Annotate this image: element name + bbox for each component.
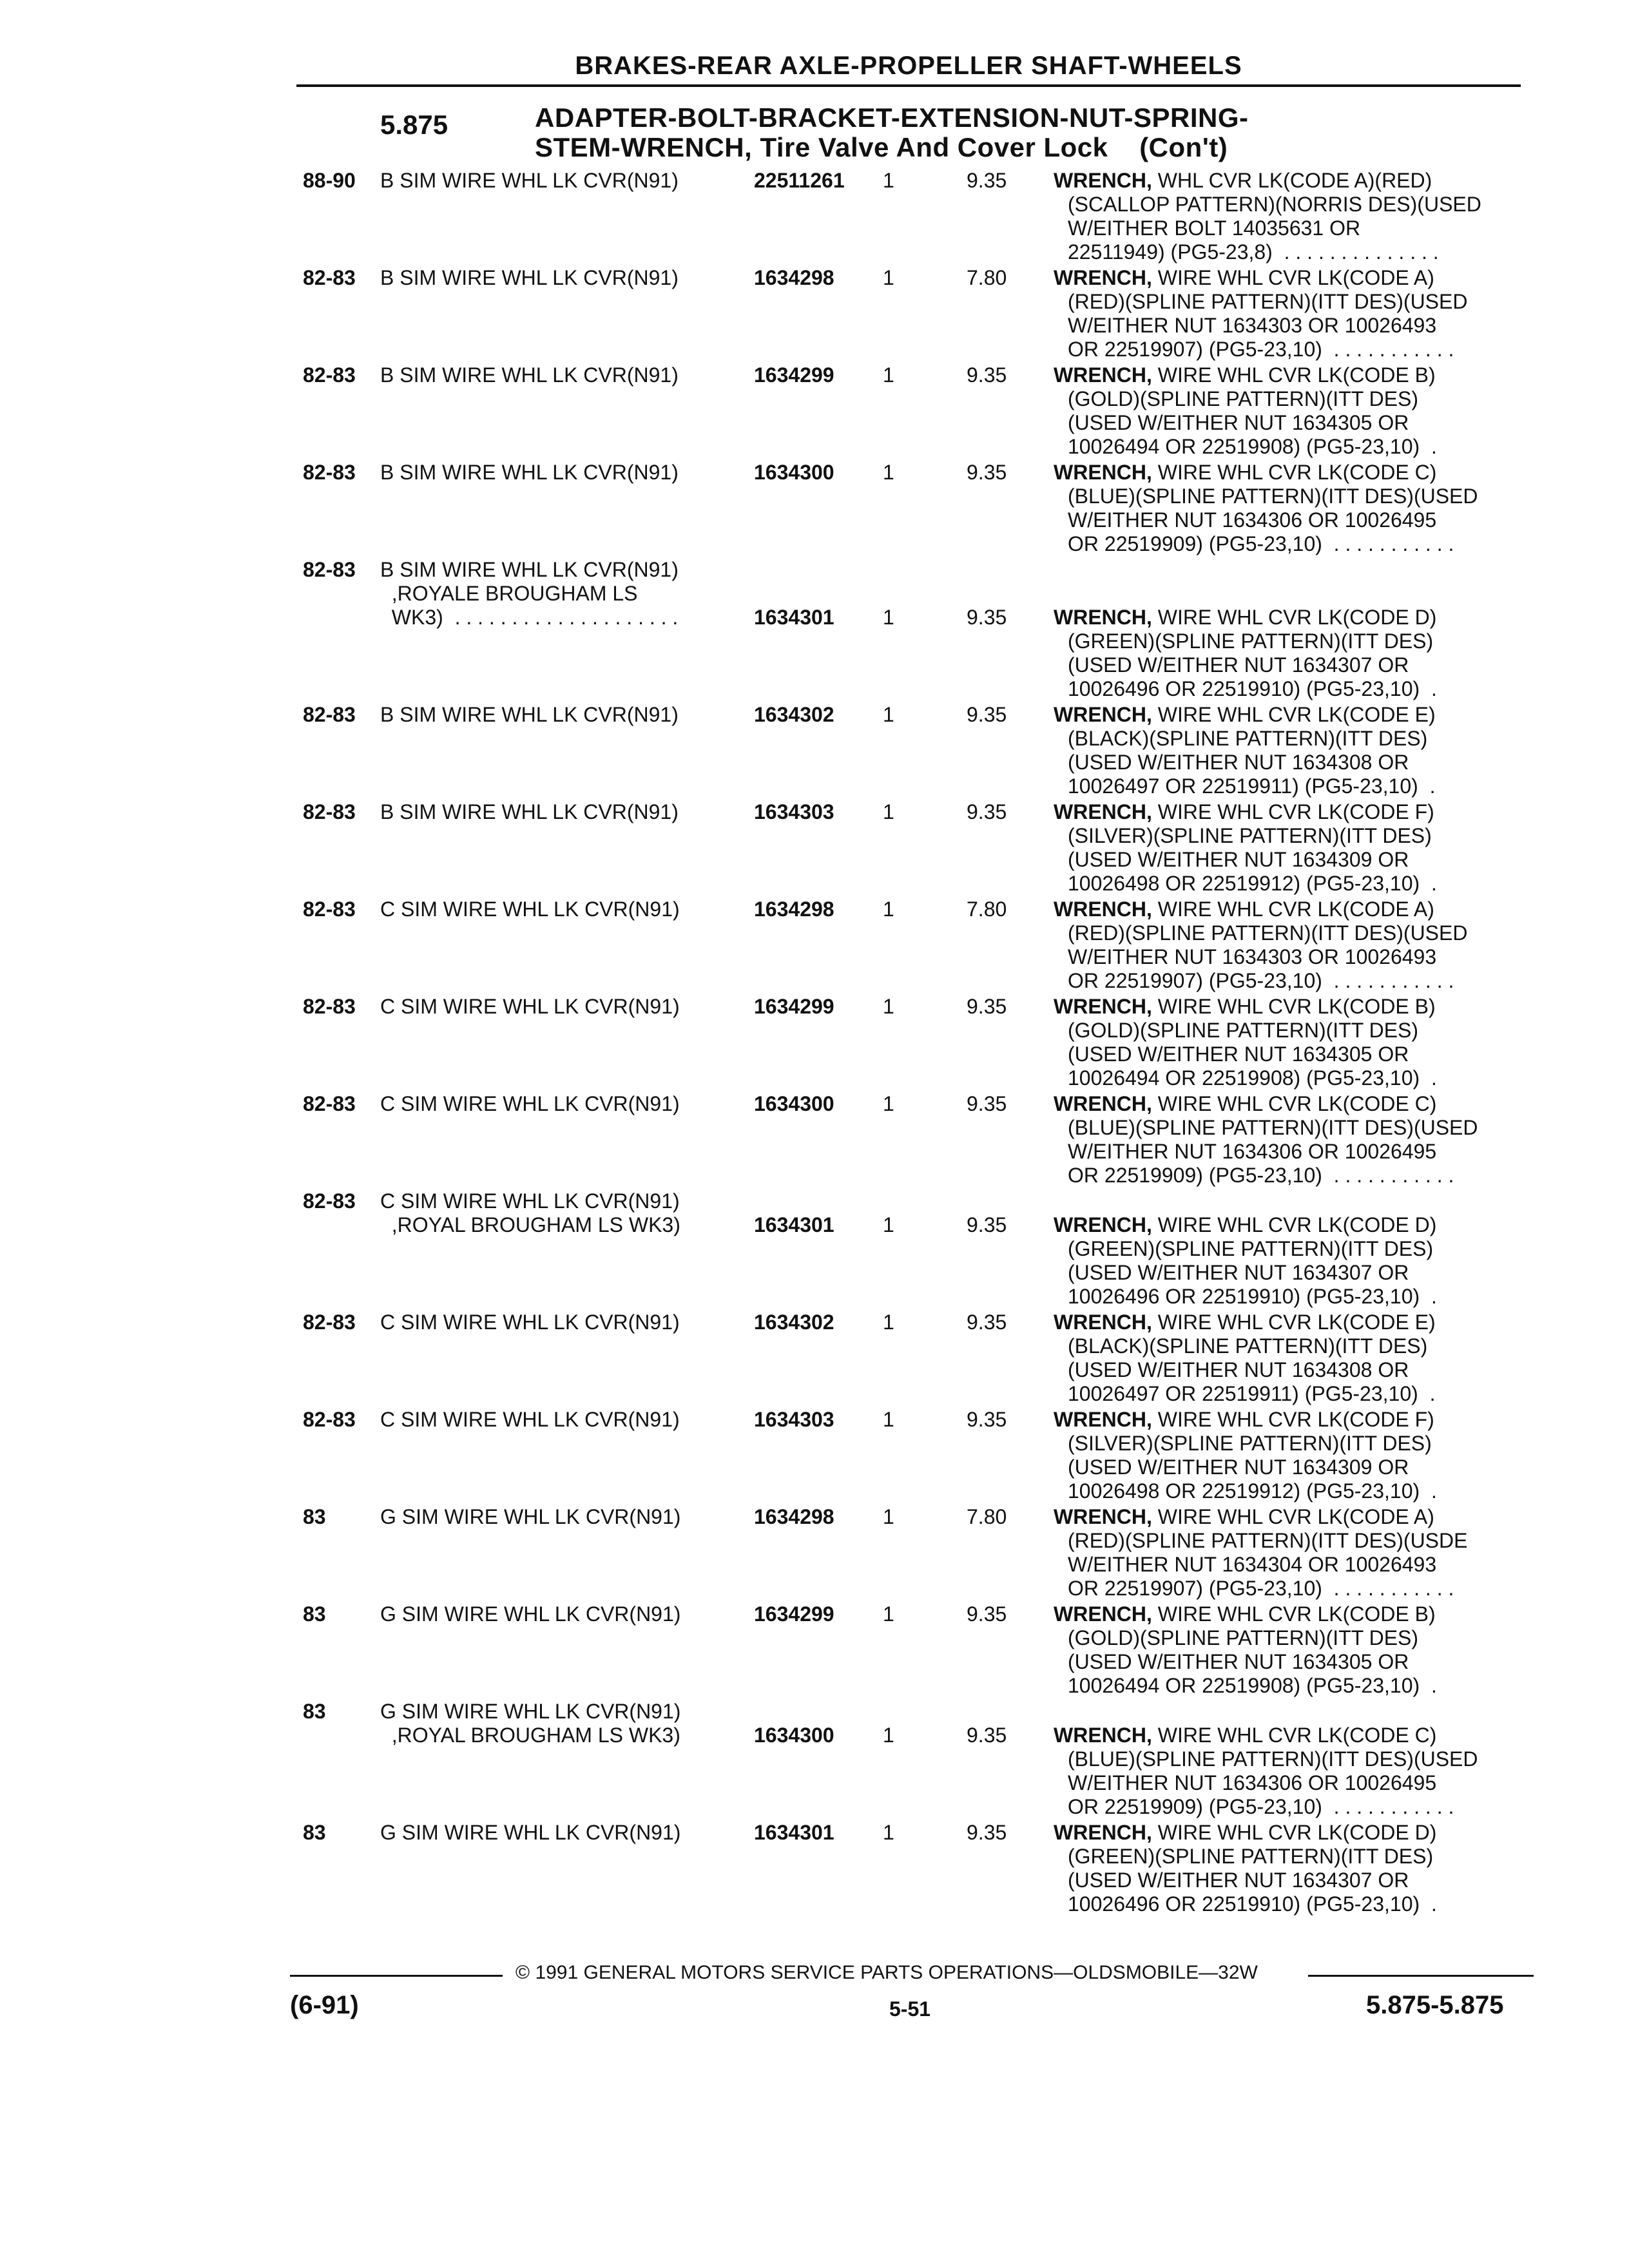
row-model-line: B SIM WIRE WHL LK CVR(N91) <box>380 703 679 726</box>
row-description-line: (USED W/EITHER NUT 1634309 OR <box>1068 848 1409 871</box>
row-description-line: (BLUE)(SPLINE PATTERN)(ITT DES)(USED <box>1068 1747 1478 1771</box>
row-quantity: 1 <box>883 1213 894 1236</box>
row-model-line: B SIM WIRE WHL LK CVR(N91) <box>380 558 679 581</box>
row-description-line <box>1054 606 1543 629</box>
row-model <box>380 1408 728 1432</box>
row-description-keyword: WRENCH, <box>1054 606 1152 629</box>
row-description-line: (USED W/EITHER NUT 1634309 OR <box>1068 1456 1409 1479</box>
row-description-keyword: WRENCH, <box>1054 800 1152 823</box>
row-part-number: 1634301 <box>754 1213 834 1236</box>
row-description-line: 10026496 OR 22519910) (PG5-23,10) . <box>1068 1892 1437 1916</box>
page-header <box>296 52 1521 87</box>
row-description-line: (USED W/EITHER NUT 1634308 OR <box>1068 751 1409 774</box>
row-description-line: OR 22519909) (PG5-23,10) . . . . . . . . . . . <box>1068 1164 1454 1187</box>
row-description-text: WIRE WHL CVR LK(CODE E) <box>1157 703 1436 726</box>
row-description-line: 10026497 OR 22519911) (PG5-23,10) . <box>1068 774 1436 798</box>
row-quantity: 1 <box>883 1821 894 1844</box>
row-description-line: (BLUE)(SPLINE PATTERN)(ITT DES)(USED <box>1068 1116 1478 1139</box>
row-quantity: 1 <box>883 1408 894 1431</box>
row-years: 82-83 <box>303 558 356 581</box>
row-model <box>380 1821 728 1845</box>
row-model-line: C SIM WIRE WHL LK CVR(N91) <box>380 995 680 1018</box>
row-description-line <box>1054 363 1543 387</box>
row-description-line <box>1054 1408 1543 1432</box>
row-model-line: B SIM WIRE WHL LK CVR(N91) <box>380 461 679 484</box>
row-part-number: 1634299 <box>754 1602 834 1626</box>
row-description-line: (BLACK)(SPLINE PATTERN)(ITT DES) <box>1068 727 1428 750</box>
row-description-line <box>1054 266 1543 290</box>
row-description-line: (SILVER)(SPLINE PATTERN)(ITT DES) <box>1068 1432 1432 1455</box>
row-description-line: W/EITHER NUT 1634306 OR 10026495 <box>1068 508 1437 532</box>
row-description-keyword: WRENCH, <box>1054 1724 1152 1747</box>
row-quantity: 1 <box>883 898 894 921</box>
row-description-line <box>1054 1092 1543 1116</box>
row-description-line <box>1054 169 1543 193</box>
row-description-line <box>1054 703 1543 727</box>
row-description-line: 10026496 OR 22519910) (PG5-23,10) . <box>1068 677 1437 700</box>
row-description <box>1054 898 1543 993</box>
row-price: 9.35 <box>967 1408 1007 1431</box>
row-description-line <box>1054 1311 1543 1334</box>
row-quantity: 1 <box>883 703 894 726</box>
row-description-line: 10026494 OR 22519908) (PG5-23,10) . <box>1068 1674 1437 1697</box>
row-description-keyword: WRENCH, <box>1054 703 1152 726</box>
row-model-line: G SIM WIRE WHL LK CVR(N91) <box>380 1505 681 1528</box>
row-price: 7.80 <box>967 1505 1007 1528</box>
row-part-number: 1634298 <box>754 266 834 289</box>
row-description-keyword: WRENCH, <box>1054 1092 1152 1115</box>
row-quantity: 1 <box>883 606 894 629</box>
row-description-keyword: WRENCH, <box>1054 1602 1152 1626</box>
row-years: 83 <box>303 1602 326 1626</box>
row-model-line: C SIM WIRE WHL LK CVR(N91) <box>380 1092 680 1115</box>
row-description-line: 10026496 OR 22519910) (PG5-23,10) . <box>1068 1285 1437 1308</box>
row-description-text: WIRE WHL CVR LK(CODE B) <box>1157 363 1436 387</box>
row-description <box>1054 1408 1543 1503</box>
row-description-keyword: WRENCH, <box>1054 1408 1152 1431</box>
row-description-line: 22511949) (PG5-23,8) . . . . . . . . . . . . . . <box>1068 240 1439 264</box>
row-model-line: ,ROYAL BROUGHAM LS WK3) <box>380 1724 680 1747</box>
row-description-line: 10026498 OR 22519912) (PG5-23,10) . <box>1068 872 1437 895</box>
row-model-line: B SIM WIRE WHL LK CVR(N91) <box>380 363 679 387</box>
row-years: 82-83 <box>303 995 356 1018</box>
row-model-line: G SIM WIRE WHL LK CVR(N91) <box>380 1700 681 1723</box>
row-price: 9.35 <box>967 703 1007 726</box>
row-model <box>380 558 728 629</box>
row-description-line: (USED W/EITHER NUT 1634305 OR <box>1068 1650 1409 1673</box>
header-divider <box>296 84 1521 87</box>
row-description-line: (RED)(SPLINE PATTERN)(ITT DES)(USDE <box>1068 1529 1468 1552</box>
row-description-line: OR 22519907) (PG5-23,10) . . . . . . . . . . . <box>1068 969 1454 992</box>
row-description <box>1054 995 1543 1090</box>
row-quantity: 1 <box>883 169 894 192</box>
row-years: 82-83 <box>303 1311 356 1334</box>
footer-rule-right <box>1308 1975 1534 1977</box>
row-description <box>1054 266 1543 361</box>
row-description-keyword: WRENCH, <box>1054 169 1152 192</box>
row-years: 82-83 <box>303 266 356 289</box>
footer-section-range: 5.875-5.875 <box>1366 1991 1504 2019</box>
row-model-line: ,ROYALE BROUGHAM LS <box>380 582 638 605</box>
row-price: 9.35 <box>967 363 1007 387</box>
row-description-line: (GOLD)(SPLINE PATTERN)(ITT DES) <box>1068 1626 1419 1649</box>
row-description-keyword: WRENCH, <box>1054 1213 1152 1236</box>
row-price: 9.35 <box>967 169 1007 192</box>
row-description-line: (USED W/EITHER NUT 1634307 OR <box>1068 1869 1409 1892</box>
row-description-text: WIRE WHL CVR LK(CODE A) <box>1157 1505 1434 1528</box>
row-part-number: 1634303 <box>754 800 834 823</box>
row-quantity: 1 <box>883 1311 894 1334</box>
row-price: 9.35 <box>967 1602 1007 1626</box>
row-description-line <box>1054 898 1543 921</box>
footer-page-number: 5-51 <box>889 1997 931 2021</box>
row-description-line: (RED)(SPLINE PATTERN)(ITT DES)(USED <box>1068 921 1468 945</box>
row-price: 9.35 <box>967 1821 1007 1844</box>
row-description <box>1054 363 1543 459</box>
row-description-text: WIRE WHL CVR LK(CODE C) <box>1157 1724 1437 1747</box>
row-description <box>1054 1724 1543 1819</box>
row-description-keyword: WRENCH, <box>1054 1505 1152 1528</box>
row-part-number: 1634298 <box>754 1505 834 1528</box>
row-description-keyword: WRENCH, <box>1054 461 1152 484</box>
row-quantity: 1 <box>883 1505 894 1528</box>
row-model-line: WK3) . . . . . . . . . . . . . . . . . . . . <box>380 606 679 629</box>
row-quantity: 1 <box>883 1724 894 1747</box>
row-description-line: 10026498 OR 22519912) (PG5-23,10) . <box>1068 1479 1437 1503</box>
row-description-text: WIRE WHL CVR LK(CODE D) <box>1157 1821 1437 1844</box>
row-description-text: WIRE WHL CVR LK(CODE D) <box>1157 606 1437 629</box>
row-price: 9.35 <box>967 606 1007 629</box>
row-description-line: (GREEN)(SPLINE PATTERN)(ITT DES) <box>1068 1237 1434 1260</box>
row-description-line: (BLUE)(SPLINE PATTERN)(ITT DES)(USED <box>1068 485 1478 508</box>
row-model <box>380 1700 728 1747</box>
row-description-line: (RED)(SPLINE PATTERN)(ITT DES)(USED <box>1068 290 1468 313</box>
row-part-number: 1634302 <box>754 1311 834 1334</box>
row-description <box>1054 800 1543 896</box>
row-description <box>1054 169 1543 264</box>
section-title-line-1: ADAPTER-BOLT-BRACKET-EXTENSION-NUT-SPRING- <box>535 102 1249 133</box>
row-description-keyword: WRENCH, <box>1054 1821 1152 1844</box>
row-description-text: WIRE WHL CVR LK(CODE E) <box>1157 1311 1436 1334</box>
row-part-number: 22511261 <box>754 169 845 192</box>
row-model-line: C SIM WIRE WHL LK CVR(N91) <box>380 898 680 921</box>
row-years: 82-83 <box>303 898 356 921</box>
row-years: 82-83 <box>303 363 356 387</box>
row-model-line: G SIM WIRE WHL LK CVR(N91) <box>380 1821 681 1844</box>
row-description-text: WIRE WHL CVR LK(CODE A) <box>1157 898 1434 921</box>
row-description-line: (GREEN)(SPLINE PATTERN)(ITT DES) <box>1068 629 1434 653</box>
row-description-text: WIRE WHL CVR LK(CODE A) <box>1157 266 1434 289</box>
row-part-number: 1634298 <box>754 898 834 921</box>
row-part-number: 1634300 <box>754 1092 834 1115</box>
row-description-line: (BLACK)(SPLINE PATTERN)(ITT DES) <box>1068 1334 1428 1358</box>
row-description-line: (USED W/EITHER NUT 1634307 OR <box>1068 653 1409 677</box>
row-description-line <box>1054 800 1543 824</box>
row-quantity: 1 <box>883 800 894 823</box>
row-description-line <box>1054 1213 1543 1237</box>
row-description-line <box>1054 461 1543 485</box>
row-model <box>380 1602 728 1626</box>
section-title <box>535 103 1249 162</box>
row-model <box>380 169 728 193</box>
row-description <box>1054 1602 1543 1698</box>
row-description-keyword: WRENCH, <box>1054 898 1152 921</box>
row-description-line: W/EITHER NUT 1634306 OR 10026495 <box>1068 1140 1437 1163</box>
row-description-line <box>1054 1724 1543 1747</box>
row-description-line: (GOLD)(SPLINE PATTERN)(ITT DES) <box>1068 1019 1419 1042</box>
row-years: 82-83 <box>303 461 356 484</box>
section-number: 5.875 <box>380 110 448 140</box>
row-description <box>1054 703 1543 798</box>
row-description-line: (SCALLOP PATTERN)(NORRIS DES)(USED <box>1068 193 1481 216</box>
row-price: 9.35 <box>967 1724 1007 1747</box>
row-part-number: 1634302 <box>754 703 834 726</box>
row-price: 9.35 <box>967 1213 1007 1236</box>
row-part-number: 1634301 <box>754 606 834 629</box>
row-description-line: W/EITHER NUT 1634304 OR 10026493 <box>1068 1553 1437 1576</box>
row-quantity: 1 <box>883 461 894 484</box>
row-model-line: C SIM WIRE WHL LK CVR(N91) <box>380 1189 680 1213</box>
row-description-line <box>1054 1602 1543 1626</box>
row-quantity: 1 <box>883 363 894 387</box>
row-model-line: ,ROYAL BROUGHAM LS WK3) <box>380 1213 680 1236</box>
row-description-line: OR 22519909) (PG5-23,10) . . . . . . . . . . . <box>1068 532 1454 555</box>
row-description-line: (USED W/EITHER NUT 1634308 OR <box>1068 1358 1409 1381</box>
row-description-text: WIRE WHL CVR LK(CODE C) <box>1157 1092 1437 1115</box>
page-title: BRAKES-REAR AXLE-PROPELLER SHAFT-WHEELS <box>575 52 1242 80</box>
row-model <box>380 1189 728 1237</box>
row-model <box>380 898 728 921</box>
row-description-line: (USED W/EITHER NUT 1634305 OR <box>1068 411 1409 434</box>
row-description-keyword: WRENCH, <box>1054 995 1152 1018</box>
row-years: 83 <box>303 1700 326 1723</box>
row-description-line: (SILVER)(SPLINE PATTERN)(ITT DES) <box>1068 824 1432 847</box>
footer-rule-left <box>290 1975 503 1977</box>
row-price: 7.80 <box>967 266 1007 289</box>
row-description-line: W/EITHER NUT 1634303 OR 10026493 <box>1068 314 1437 337</box>
row-description <box>1054 1213 1543 1309</box>
row-model <box>380 1092 728 1116</box>
row-part-number: 1634303 <box>754 1408 834 1431</box>
row-years: 82-83 <box>303 703 356 726</box>
row-model <box>380 1505 728 1529</box>
row-description-line: W/EITHER NUT 1634303 OR 10026493 <box>1068 945 1437 968</box>
row-quantity: 1 <box>883 266 894 289</box>
row-model-line: B SIM WIRE WHL LK CVR(N91) <box>380 169 679 192</box>
row-description-line: OR 22519909) (PG5-23,10) . . . . . . . . . . . <box>1068 1795 1454 1818</box>
row-description-text: WHL CVR LK(CODE A)(RED) <box>1157 169 1432 192</box>
row-description-line: OR 22519907) (PG5-23,10) . . . . . . . . . . . <box>1068 338 1454 361</box>
row-description-text: WIRE WHL CVR LK(CODE B) <box>1157 995 1436 1018</box>
row-model <box>380 266 728 290</box>
row-part-number: 1634300 <box>754 1724 834 1747</box>
row-years: 83 <box>303 1821 326 1844</box>
row-years: 82-83 <box>303 800 356 823</box>
row-description-line: W/EITHER NUT 1634306 OR 10026495 <box>1068 1771 1437 1794</box>
row-price: 9.35 <box>967 1092 1007 1115</box>
row-model <box>380 461 728 485</box>
row-description-line: 10026494 OR 22519908) (PG5-23,10) . <box>1068 435 1437 458</box>
row-description <box>1054 1311 1543 1406</box>
row-price: 7.80 <box>967 898 1007 921</box>
row-model-line: B SIM WIRE WHL LK CVR(N91) <box>380 800 679 823</box>
row-description-line <box>1054 1505 1543 1529</box>
footer-date: (6-91) <box>290 1991 359 2019</box>
row-description-keyword: WRENCH, <box>1054 266 1152 289</box>
row-description-line: (USED W/EITHER NUT 1634307 OR <box>1068 1261 1409 1284</box>
row-model <box>380 800 728 824</box>
row-model-line: C SIM WIRE WHL LK CVR(N91) <box>380 1311 680 1334</box>
row-model <box>380 703 728 727</box>
row-part-number: 1634301 <box>754 1821 834 1844</box>
row-description <box>1054 1821 1543 1916</box>
row-description-keyword: WRENCH, <box>1054 363 1152 387</box>
row-description-line: OR 22519907) (PG5-23,10) . . . . . . . . . . . <box>1068 1577 1454 1600</box>
row-description-line: (USED W/EITHER NUT 1634305 OR <box>1068 1043 1409 1066</box>
footer-copyright: © 1991 GENERAL MOTORS SERVICE PARTS OPERATIONS—OLDSMOBILE—32W <box>516 1962 1258 1983</box>
row-description-line: 10026494 OR 22519908) (PG5-23,10) . <box>1068 1066 1437 1090</box>
row-price: 9.35 <box>967 995 1007 1018</box>
row-description-line: (GOLD)(SPLINE PATTERN)(ITT DES) <box>1068 387 1419 410</box>
row-model-line: G SIM WIRE WHL LK CVR(N91) <box>380 1602 681 1626</box>
row-model <box>380 995 728 1019</box>
row-years: 82-83 <box>303 1092 356 1115</box>
row-model-line: C SIM WIRE WHL LK CVR(N91) <box>380 1408 680 1431</box>
row-description <box>1054 1505 1543 1600</box>
row-years: 88-90 <box>303 169 356 192</box>
row-part-number: 1634299 <box>754 995 834 1018</box>
row-description-text: WIRE WHL CVR LK(CODE F) <box>1157 800 1434 823</box>
row-description-line <box>1054 1821 1543 1845</box>
row-quantity: 1 <box>883 1602 894 1626</box>
footer-copyright-line <box>290 1962 1534 1988</box>
row-years: 82-83 <box>303 1189 356 1213</box>
row-description-text: WIRE WHL CVR LK(CODE F) <box>1157 1408 1434 1431</box>
row-model <box>380 363 728 387</box>
row-description-line: 10026497 OR 22519911) (PG5-23,10) . <box>1068 1382 1436 1405</box>
row-description <box>1054 461 1543 556</box>
row-description-text: WIRE WHL CVR LK(CODE D) <box>1157 1213 1437 1236</box>
row-model <box>380 1311 728 1334</box>
row-quantity: 1 <box>883 995 894 1018</box>
row-price: 9.35 <box>967 1311 1007 1334</box>
row-price: 9.35 <box>967 800 1007 823</box>
row-model-line: B SIM WIRE WHL LK CVR(N91) <box>380 266 679 289</box>
row-price: 9.35 <box>967 461 1007 484</box>
row-description-line <box>1054 995 1543 1019</box>
row-part-number: 1634299 <box>754 363 834 387</box>
row-description-line: (GREEN)(SPLINE PATTERN)(ITT DES) <box>1068 1845 1434 1868</box>
row-description-line: W/EITHER BOLT 14035631 OR <box>1068 216 1361 240</box>
row-part-number: 1634300 <box>754 461 834 484</box>
row-description <box>1054 1092 1543 1187</box>
row-description-text: WIRE WHL CVR LK(CODE B) <box>1157 1602 1436 1626</box>
row-description-keyword: WRENCH, <box>1054 1311 1152 1334</box>
row-quantity: 1 <box>883 1092 894 1115</box>
row-years: 82-83 <box>303 1408 356 1431</box>
row-years: 83 <box>303 1505 326 1528</box>
row-description <box>1054 606 1543 701</box>
section-title-line-2: STEM-WRENCH, Tire Valve And Cover Lock (Con't) <box>535 132 1228 162</box>
row-description-text: WIRE WHL CVR LK(CODE C) <box>1157 461 1437 484</box>
